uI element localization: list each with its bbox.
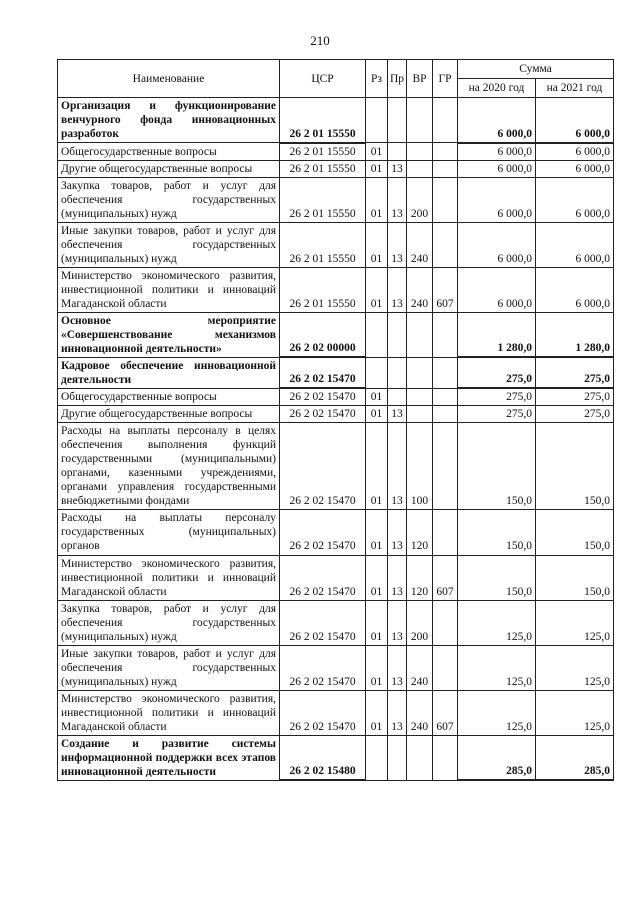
row-gr [433,735,458,780]
row-name: Другие общегосударственные вопросы [58,160,280,177]
row-csr: 26 2 02 00000 [280,312,366,357]
row-rz [366,98,388,143]
row-rz: 01 [366,177,388,222]
row-amount-2020: 125,0 [458,645,536,690]
header-year-2021: на 2021 год [536,79,614,98]
row-gr [433,423,458,510]
table-row [58,555,614,600]
row-name: Другие общегосударственные вопросы [58,406,280,423]
row-amount-2021: 125,0 [536,600,614,645]
row-rz: 01 [366,423,388,510]
row-name: Общегосударственные вопросы [58,143,280,161]
table-row [58,267,614,312]
row-amount-2020: 150,0 [458,423,536,510]
header-row [58,60,614,79]
header-gr: ГР [433,60,458,98]
row-csr: 26 2 02 15470 [280,555,366,600]
row-csr: 26 2 02 15470 [280,690,366,735]
row-pr: 13 [388,423,407,510]
row-amount-2021: 150,0 [536,423,614,510]
row-amount-2021: 125,0 [536,645,614,690]
row-vr: 200 [407,600,433,645]
row-gr: 607 [433,555,458,600]
row-amount-2020: 125,0 [458,690,536,735]
row-amount-2020: 6 000,0 [458,177,536,222]
row-amount-2021: 6 000,0 [536,160,614,177]
row-name: Иные закупки товаров, работ и услуг для обеспечения государственных (муниципальных) нужд [58,645,280,690]
table-row [58,160,614,177]
row-csr: 26 2 02 15470 [280,357,366,388]
row-rz: 01 [366,645,388,690]
row-vr [407,98,433,143]
header-pr: Пр [388,60,407,98]
row-vr: 240 [407,267,433,312]
table-row [58,406,614,423]
row-amount-2020: 6 000,0 [458,222,536,267]
row-pr: 13 [388,600,407,645]
row-csr: 26 2 02 15470 [280,510,366,555]
row-amount-2021: 125,0 [536,690,614,735]
row-pr [388,312,407,357]
table-row [58,177,614,222]
row-pr [388,357,407,388]
row-pr: 13 [388,177,407,222]
table-row [58,423,614,510]
row-name: Министерство экономического развития, инвестиционной политики и инноваций Магаданской области [58,555,280,600]
row-amount-2020: 275,0 [458,388,536,406]
row-vr: 100 [407,423,433,510]
table-row [58,388,614,406]
row-pr: 13 [388,267,407,312]
row-name: Расходы на выплаты персоналу в целях обеспечения выполнения функций государственными (муниципальными) органами, казенными учреждениями, органами управления государственными внебюджетными фондами [58,423,280,510]
row-amount-2021: 275,0 [536,388,614,406]
row-vr: 240 [407,645,433,690]
row-gr [433,160,458,177]
table-body [58,98,614,781]
row-vr: 240 [407,690,433,735]
row-vr: 240 [407,222,433,267]
row-amount-2020: 150,0 [458,555,536,600]
row-gr: 607 [433,267,458,312]
table-row [58,510,614,555]
row-gr [433,143,458,161]
row-amount-2020: 125,0 [458,600,536,645]
row-amount-2021: 6 000,0 [536,177,614,222]
row-gr [433,222,458,267]
page-number: 210 [310,33,330,48]
row-pr [388,388,407,406]
row-rz: 01 [366,388,388,406]
row-amount-2020: 150,0 [458,510,536,555]
row-name: Министерство экономического развития, инвестиционной политики и инноваций Магаданской области [58,690,280,735]
row-pr: 13 [388,645,407,690]
row-pr: 13 [388,406,407,423]
row-vr: 120 [407,555,433,600]
row-name: Основное мероприятие «Совершенствование механизмов инновационной деятельности» [58,312,280,357]
table-row [58,222,614,267]
row-rz: 01 [366,510,388,555]
row-gr [433,600,458,645]
table-row [58,690,614,735]
row-name: Общегосударственные вопросы [58,388,280,406]
row-amount-2020: 6 000,0 [458,98,536,143]
row-gr [433,406,458,423]
row-gr [433,357,458,388]
row-pr: 13 [388,222,407,267]
row-gr [433,98,458,143]
row-gr [433,510,458,555]
row-amount-2020: 275,0 [458,406,536,423]
row-rz: 01 [366,222,388,267]
row-pr: 13 [388,160,407,177]
header-name: Наименование [58,60,280,98]
row-rz: 01 [366,160,388,177]
row-amount-2021: 285,0 [536,735,614,780]
row-csr: 26 2 01 15550 [280,267,366,312]
row-name: Иные закупки товаров, работ и услуг для обеспечения государственных (муниципальных) нужд [58,222,280,267]
row-csr: 26 2 01 15550 [280,222,366,267]
header-year-2020: на 2020 год [458,79,536,98]
row-gr [433,388,458,406]
row-rz: 01 [366,600,388,645]
row-name: Расходы на выплаты персоналу государственных (муниципальных) органов [58,510,280,555]
row-amount-2021: 6 000,0 [536,143,614,161]
row-csr: 26 2 02 15470 [280,600,366,645]
table-row [58,312,614,357]
row-amount-2021: 150,0 [536,555,614,600]
header-csr: ЦСР [280,60,366,98]
header-vr: ВР [407,60,433,98]
row-amount-2020: 275,0 [458,357,536,388]
row-vr [407,143,433,161]
row-csr: 26 2 02 15470 [280,406,366,423]
row-vr [407,735,433,780]
row-rz: 01 [366,555,388,600]
row-rz: 01 [366,406,388,423]
row-rz: 01 [366,143,388,161]
row-amount-2020: 6 000,0 [458,267,536,312]
row-vr [407,160,433,177]
table-row [58,357,614,388]
row-vr [407,357,433,388]
row-csr: 26 2 01 15550 [280,177,366,222]
row-vr [407,312,433,357]
row-amount-2021: 150,0 [536,510,614,555]
row-amount-2020: 6 000,0 [458,143,536,161]
row-amount-2020: 1 280,0 [458,312,536,357]
row-pr: 13 [388,555,407,600]
table-row [58,143,614,161]
row-csr: 26 2 01 15550 [280,98,366,143]
row-pr [388,98,407,143]
row-rz [366,735,388,780]
row-amount-2020: 285,0 [458,735,536,780]
row-name: Закупка товаров, работ и услуг для обеспечения государственных (муниципальных) нужд [58,600,280,645]
row-gr [433,177,458,222]
header-sum: Сумма [458,60,614,79]
table-row [58,735,614,780]
row-pr: 13 [388,690,407,735]
table-row [58,600,614,645]
row-csr: 26 2 02 15470 [280,423,366,510]
row-rz: 01 [366,690,388,735]
row-csr: 26 2 02 15470 [280,388,366,406]
row-rz: 01 [366,267,388,312]
row-amount-2021: 6 000,0 [536,267,614,312]
row-vr: 200 [407,177,433,222]
table-row [58,98,614,143]
row-amount-2021: 275,0 [536,406,614,423]
row-name: Организация и функционирование венчурного фонда инновационных разработок [58,98,280,143]
row-vr [407,388,433,406]
row-gr [433,645,458,690]
row-pr [388,735,407,780]
row-rz [366,312,388,357]
row-pr [388,143,407,161]
row-amount-2021: 6 000,0 [536,98,614,143]
row-csr: 26 2 01 15550 [280,160,366,177]
row-name: Создание и развитие системы информационной поддержки всех этапов инновационной деятельности [58,735,280,780]
row-gr [433,312,458,357]
row-csr: 26 2 02 15480 [280,735,366,780]
row-name: Министерство экономического развития, инвестиционной политики и инноваций Магаданской области [58,267,280,312]
row-vr: 120 [407,510,433,555]
row-name: Кадровое обеспечение инновационной деятельности [58,357,280,388]
row-vr [407,406,433,423]
row-csr: 26 2 02 15470 [280,645,366,690]
row-pr: 13 [388,510,407,555]
row-amount-2020: 6 000,0 [458,160,536,177]
row-amount-2021: 6 000,0 [536,222,614,267]
table-row [58,645,614,690]
budget-table [57,59,614,781]
header-rz: Рз [366,60,388,98]
row-gr: 607 [433,690,458,735]
row-csr: 26 2 01 15550 [280,143,366,161]
row-name: Закупка товаров, работ и услуг для обеспечения государственных (муниципальных) нужд [58,177,280,222]
row-amount-2021: 1 280,0 [536,312,614,357]
row-amount-2021: 275,0 [536,357,614,388]
row-rz [366,357,388,388]
